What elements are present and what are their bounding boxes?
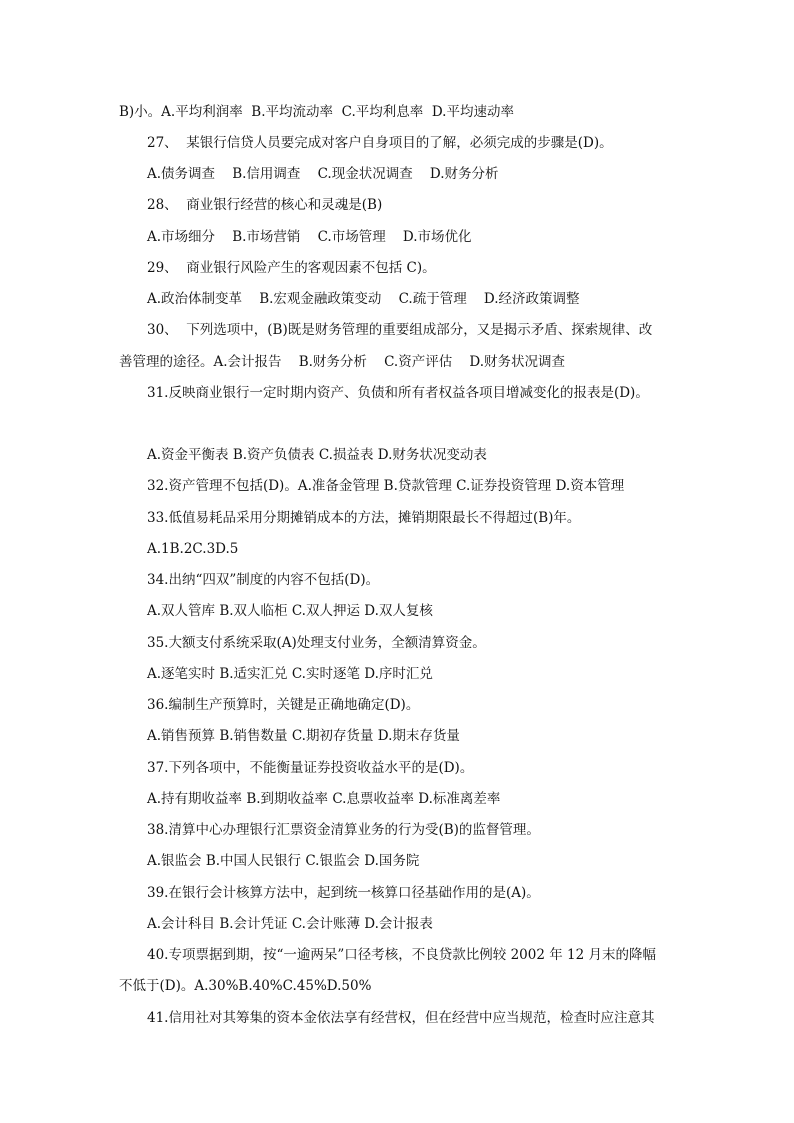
- options-38: A.银监会 B.中国人民银行 C.银监会 D.国务院: [147, 853, 420, 869]
- options-27: A.债务调查 B.信用调查 C.现金状况调查 D.财务分析: [147, 166, 499, 182]
- question-30-cont: 善管理的途径。A.会计报告 B.财务分析 C.资产评估 D.财务状况调查: [119, 354, 566, 370]
- question-31: 31.反映商业银行一定时期内资产、负债和所有者权益各项目增减变化的报表是(D)。: [147, 385, 649, 401]
- options-34: A.双人管库 B.双人临柜 C.双人押运 D.双人复核: [147, 603, 433, 619]
- question-30: 30、 下列选项中，(B)既是财务管理的重要组成部分，又是揭示矛盾、探索规律、改: [147, 322, 653, 338]
- options-28: A.市场细分 B.市场营销 C.市场管理 D.市场优化: [147, 229, 472, 245]
- question-37: 37.下列各项中，不能衡量证券投资收益水平的是(D)。: [147, 760, 474, 776]
- question-33: 33.低值易耗品采用分期摊销成本的方法，摊销期限最长不得超过(B)年。: [147, 510, 581, 526]
- question-32: 32.资产管理不包括(D)。A.准备金管理 B.贷款管理 C.证券投资管理 D.资本管理: [147, 478, 625, 494]
- question-38: 38.清算中心办理银行汇票资金清算业务的行为受(B)的监督管理。: [147, 822, 540, 838]
- question-40-cont: 不低于(D)。A.30%B.40%C.45%D.50%: [119, 978, 372, 994]
- options-29: A.政治体制变革 B.宏观金融政策变动 C.疏于管理 D.经济政策调整: [147, 291, 580, 307]
- question-29: 29、 商业银行风险产生的客观因素不包括 C)。: [147, 260, 436, 276]
- options-37: A.持有期收益率 B.到期收益率 C.息票收益率 D.标准离差率: [147, 791, 501, 807]
- question-39: 39.在银行会计核算方法中，起到统一核算口径基础作用的是(A)。: [147, 885, 540, 901]
- options-31: A.资金平衡表 B.资产负债表 C.损益表 D.财务状况变动表: [147, 447, 487, 463]
- question-28: 28、 商业银行经营的核心和灵魂是(B): [147, 197, 383, 213]
- options-39: A.会计科目 B.会计凭证 C.会计账薄 D.会计报表: [147, 916, 433, 932]
- options-33: A.1B.2C.3D.5: [147, 541, 239, 557]
- question-34: 34.出纳“四双”制度的内容不包括(D)。: [147, 572, 380, 588]
- question-40: 40.专项票据到期，按“一逾两呆”口径考核，不良贷款比例较 2002 年 12 月末的降幅: [147, 947, 656, 963]
- options-35: A.逐笔实时 B.适实汇兑 C.实时逐笔 D.序时汇兑: [147, 666, 433, 682]
- question-35: 35.大额支付系统采取(A)处理支付业务，全额清算资金。: [147, 635, 486, 651]
- question-27: 27、 某银行信贷人员要完成对客户自身项目的了解，必须完成的步骤是(D)。: [147, 135, 613, 151]
- question-36: 36.编制生产预算时，关键是正确地确定(D)。: [147, 697, 420, 713]
- question-41: 41.信用社对其筹集的资本金依法享有经营权，但在经营中应当规范，检查时应注意其: [147, 1010, 655, 1026]
- options-36: A.销售预算 B.销售数量 C.期初存货量 D.期末存货量: [147, 728, 460, 744]
- text-line-1: B)小。A.平均利润率 B.平均流动率 C.平均利息率 D.平均速动率: [119, 104, 514, 120]
